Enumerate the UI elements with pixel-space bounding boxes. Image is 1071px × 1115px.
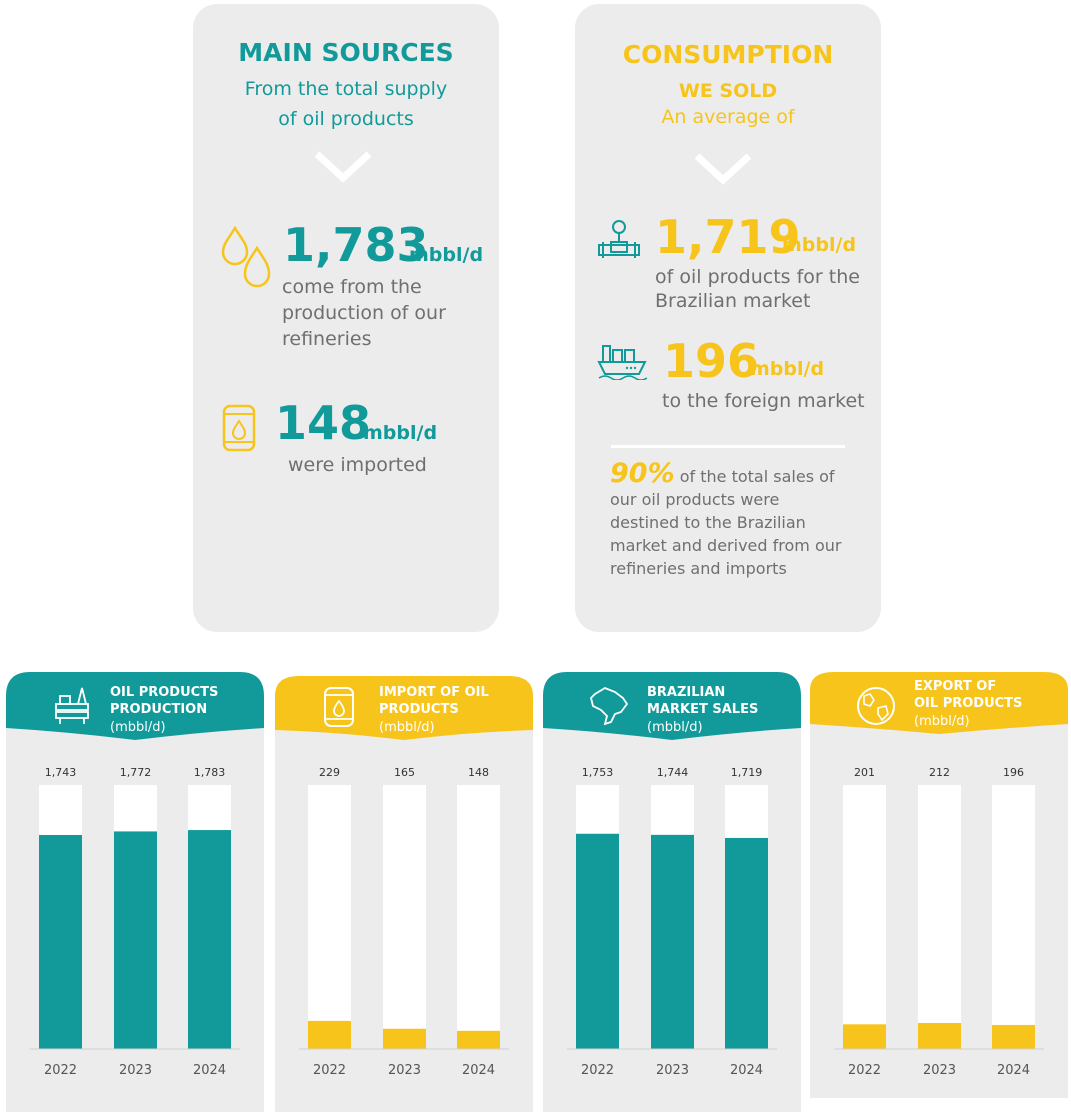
- data-label-2023: 212: [929, 766, 950, 779]
- share-text-line5: refineries and imports: [610, 559, 787, 578]
- x-tick-label-2023: 2023: [922, 1063, 957, 1078]
- bar-track-2024: [992, 785, 1035, 1049]
- refineries-unit: mbbl/d: [409, 244, 484, 266]
- x-tick-label-2023: 2023: [655, 1063, 690, 1078]
- brazil-sales-unit: mbbl/d: [782, 234, 857, 256]
- bar-2023: [651, 835, 694, 1049]
- bar-track-2022: [308, 785, 351, 1049]
- cargo-ship-icon: [597, 340, 647, 380]
- pipeline-valve-icon: [597, 218, 641, 262]
- data-label-2023: 1,744: [656, 766, 689, 779]
- refineries-value: 1,783: [283, 218, 429, 272]
- x-tick-label-2023: 2023: [118, 1063, 153, 1078]
- oil-export-chart: [810, 672, 1068, 1112]
- foreign-sales-desc: to the foreign market: [662, 390, 865, 412]
- bar-2023: [918, 1023, 961, 1049]
- data-label-2022: 201: [854, 766, 875, 779]
- brazilian-market-chart: [543, 672, 801, 1112]
- oil-export-card: [810, 672, 1068, 1112]
- oil-barrel-icon: [221, 402, 259, 456]
- oil-production-title-line2: PRODUCTION: [110, 702, 208, 717]
- data-label-2024: 196: [1003, 766, 1024, 779]
- data-label-2023: 165: [394, 766, 415, 779]
- refineries-desc-line2: production of our: [282, 302, 446, 324]
- oil-import-title-line2: PRODUCTS: [379, 702, 459, 717]
- brazilian-market-title-line2: MARKET SALES: [647, 702, 759, 717]
- x-tick-label-2024: 2024: [461, 1063, 496, 1078]
- oil-production-title-line1: OIL PRODUCTS: [110, 685, 219, 700]
- x-tick-label-2023: 2023: [387, 1063, 422, 1078]
- refineries-desc-line1: come from the: [282, 276, 422, 298]
- oil-production-card: [6, 672, 264, 1112]
- bar-2022: [308, 1021, 351, 1049]
- oil-import-title-line1: IMPORT OF OIL: [379, 685, 489, 700]
- oil-import-unit: (mbbl/d): [379, 720, 435, 735]
- brazil-sales-desc-line1: of oil products for the: [655, 266, 860, 288]
- bar-2022: [576, 834, 619, 1049]
- share-text-line3: destined to the Brazilian: [610, 513, 806, 532]
- consumption-subtitle-average: An average of: [661, 106, 795, 128]
- brazil-sales-desc-line2: Brazilian market: [655, 290, 811, 312]
- imports-desc: were imported: [288, 454, 427, 476]
- x-tick-label-2022: 2022: [312, 1063, 347, 1078]
- data-label-2024: 148: [468, 766, 489, 779]
- bar-2024: [725, 838, 768, 1049]
- x-tick-label-2024: 2024: [996, 1063, 1031, 1078]
- oil-drops-icon: [221, 224, 273, 294]
- divider: [611, 445, 845, 448]
- bar-2024: [457, 1031, 500, 1049]
- consumption-title: CONSUMPTION: [622, 40, 834, 69]
- share-text-line1: of the total sales of: [679, 467, 835, 486]
- oil-export-unit: (mbbl/d): [914, 714, 970, 729]
- imports-value: 148: [275, 396, 372, 450]
- bar-2023: [383, 1029, 426, 1049]
- foreign-sales-unit: mbbl/d: [750, 358, 825, 380]
- brazilian-market-unit: (mbbl/d): [647, 720, 703, 735]
- bar-2024: [188, 830, 231, 1049]
- x-tick-label-2022: 2022: [43, 1063, 78, 1078]
- chevron-down-icon: [693, 152, 753, 186]
- main-sources-title: MAIN SOURCES: [238, 38, 454, 67]
- oil-export-title-line1: EXPORT OF: [914, 679, 997, 694]
- chevron-down-icon: [313, 150, 373, 184]
- bar-track-2023: [383, 785, 426, 1049]
- share-percent: 90%: [610, 458, 675, 489]
- data-label-2023: 1,772: [119, 766, 152, 779]
- data-label-2022: 1,743: [44, 766, 77, 779]
- oil-import-card: [275, 672, 533, 1112]
- brazilian-market-card: [543, 672, 801, 1112]
- brazilian-market-title-line1: BRAZILIAN: [647, 685, 726, 700]
- data-label-2024: 1,719: [730, 766, 763, 779]
- bar-track-2022: [843, 785, 886, 1049]
- imports-unit: mbbl/d: [363, 422, 438, 444]
- bar-2023: [114, 831, 157, 1049]
- share-text-line2: our oil products were: [610, 490, 780, 509]
- oil-production-unit: (mbbl/d): [110, 720, 166, 735]
- consumption-panel: [575, 4, 881, 632]
- bar-2022: [39, 835, 82, 1049]
- bar-2022: [843, 1024, 886, 1049]
- oil-export-title-line2: OIL PRODUCTS: [914, 696, 1023, 711]
- brazil-sales-value: 1,719: [655, 210, 801, 264]
- x-tick-label-2024: 2024: [729, 1063, 764, 1078]
- foreign-sales-value: 196: [663, 334, 760, 388]
- x-tick-label-2024: 2024: [192, 1063, 227, 1078]
- data-label-2022: 229: [319, 766, 340, 779]
- main-sources-subtitle-line2: of oil products: [278, 108, 414, 130]
- share-paragraph: [610, 458, 860, 580]
- oil-import-chart: [275, 672, 533, 1112]
- data-label-2024: 1,783: [193, 766, 226, 779]
- consumption-subtitle-we-sold: WE SOLD: [678, 80, 778, 102]
- x-tick-label-2022: 2022: [847, 1063, 882, 1078]
- oil-production-chart: [6, 672, 264, 1112]
- bar-2024: [992, 1025, 1035, 1049]
- refineries-desc-line3: refineries: [282, 328, 372, 350]
- main-sources-panel: [193, 4, 499, 632]
- main-sources-subtitle-line1: From the total supply: [244, 78, 448, 100]
- x-tick-label-2022: 2022: [580, 1063, 615, 1078]
- bar-track-2023: [918, 785, 961, 1049]
- bar-track-2024: [457, 785, 500, 1049]
- data-label-2022: 1,753: [581, 766, 614, 779]
- share-text-line4: market and derived from our: [610, 536, 842, 555]
